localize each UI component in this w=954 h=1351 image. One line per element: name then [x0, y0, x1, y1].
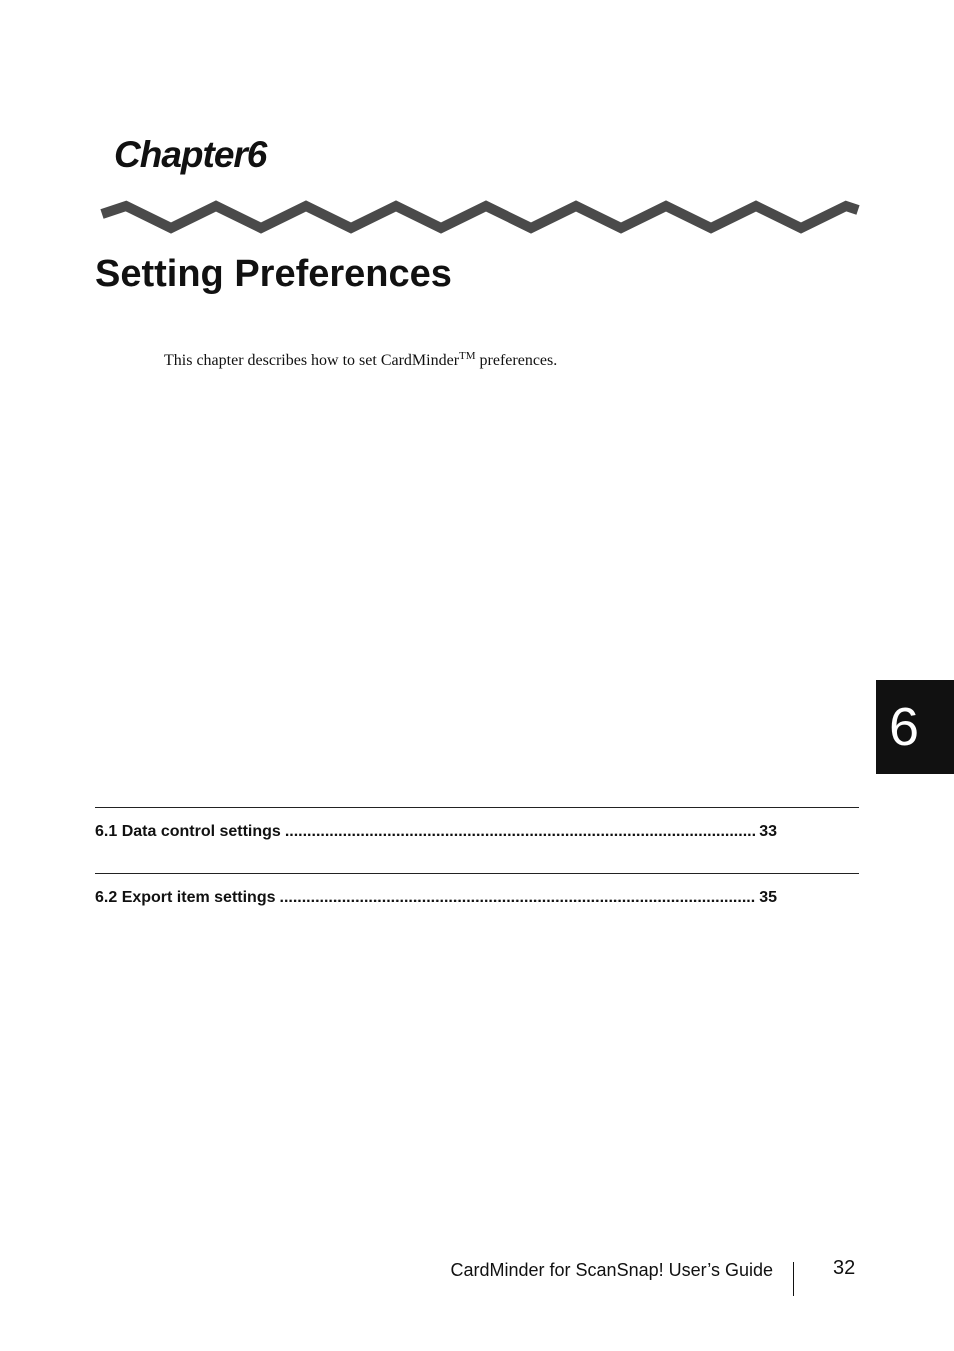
- toc-entry: [95, 873, 859, 939]
- chapter-tab: [876, 680, 954, 774]
- toc-entry-page: 33: [759, 823, 777, 840]
- toc-leader-dots: [285, 823, 755, 841]
- footer-page-number: 32: [833, 1257, 856, 1279]
- footer-divider: [793, 1262, 794, 1296]
- zigzag-line: [102, 206, 858, 228]
- zigzag-decoration: [96, 196, 862, 244]
- chapter-tab-number: 6: [888, 697, 920, 757]
- footer-guide-title: CardMinder for ScanSnap! User’s Guide: [450, 1260, 773, 1280]
- table-of-contents: [95, 807, 859, 939]
- page-title: Setting Preferences: [95, 253, 452, 295]
- intro-paragraph: [164, 352, 557, 370]
- intro-text-end: preferences.: [475, 352, 558, 369]
- chapter-label: Chapter6: [114, 134, 267, 175]
- trademark-mark: TM: [459, 350, 476, 362]
- toc-link-export-item[interactable]: [95, 889, 777, 907]
- toc-entry-page: 35: [759, 889, 777, 906]
- toc-entry-label: 6.2 Export item settings: [95, 889, 276, 906]
- toc-leader-dots: [280, 889, 756, 907]
- intro-text: This chapter describes how to set CardMinder: [164, 352, 460, 369]
- toc-entry-label: 6.1 Data control settings: [95, 823, 281, 840]
- toc-link-data-control[interactable]: [95, 823, 777, 841]
- toc-entry: [95, 807, 859, 873]
